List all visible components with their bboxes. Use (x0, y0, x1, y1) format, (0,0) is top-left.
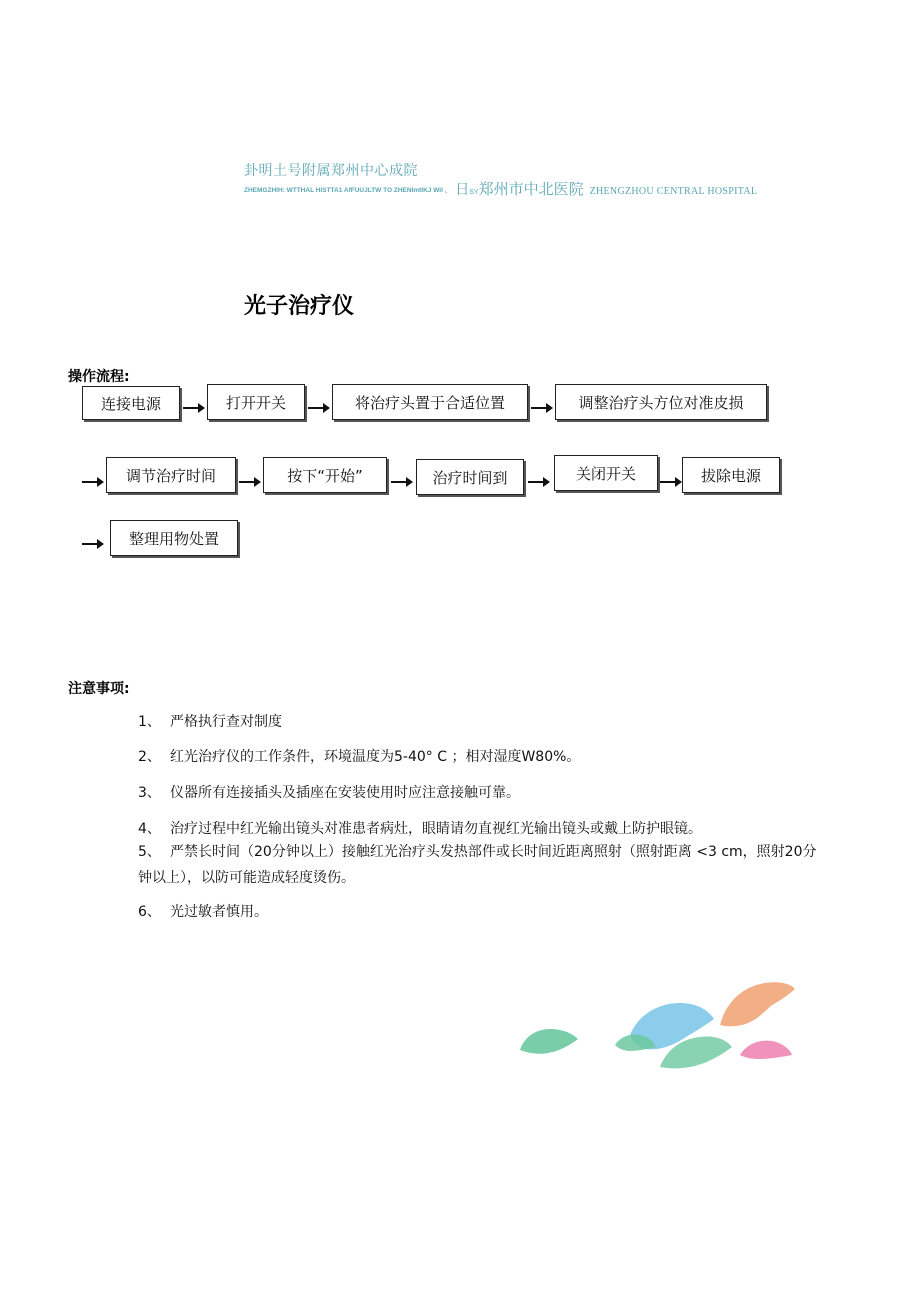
note-item (138, 899, 818, 925)
flow-step-set-time: 调节治疗时间 (106, 457, 236, 493)
note-item (138, 744, 818, 770)
note-text: 仪器所有连接插头及插座在安装使用时应注意接触可靠。 (170, 785, 520, 801)
note-number: 1、 (138, 714, 161, 730)
note-text: 光过敏者慎用。 (170, 904, 268, 920)
flow-arrow (531, 407, 547, 409)
flow-step-press-start: 按下“开始” (263, 457, 387, 493)
flow-arrow (239, 481, 255, 483)
hospital-chinese-name: 郑州市中北医院 (478, 180, 584, 198)
flow-step-unplug: 拔除电源 (682, 457, 780, 493)
hospital-header-line2 (244, 178, 757, 199)
header-english-affiliation: ZHEMGZHIH: WTTHAL HISTTA1 AfFUUJLTW TO ZHENImtIKJ Wil 、 (244, 187, 452, 194)
flow-step-connect-power: 连接电源 (82, 386, 180, 420)
note-text: 严格执行查对制度 (170, 714, 282, 730)
flow-arrow (660, 481, 676, 483)
flow-arrow (391, 481, 407, 483)
flow-arrow (82, 543, 98, 545)
flow-arrow (82, 481, 98, 483)
note-item (138, 780, 818, 806)
hospital-english-name: ZHENGZHOU CENTRAL HOSPITAL (589, 186, 758, 197)
flow-step-turn-off: 关闭开关 (554, 455, 658, 491)
flow-step-tidy-up: 整理用物处置 (110, 520, 238, 556)
flow-arrow (308, 407, 324, 409)
header-sy: SY (469, 189, 479, 196)
header-ri-glyph: 日 (455, 182, 470, 198)
note-number: 4、 (138, 821, 161, 837)
flow-section-label: 操作流程: (68, 369, 130, 385)
notes-section-label: 注意事项: (68, 681, 130, 697)
leaf-pink-icon (740, 1041, 792, 1059)
note-number: 2、 (138, 749, 161, 765)
flow-arrow (528, 481, 544, 483)
flow-step-place-head: 将治疗头置于合适位置 (332, 384, 528, 420)
flow-step-time-up: 治疗时间到 (416, 459, 524, 495)
note-item (138, 839, 818, 891)
note-text: 红光治疗仪的工作条件，环境温度为5-40° C ；相对湿度W80%。 (170, 749, 581, 765)
ginkgo-leaf-logo-icon (510, 975, 810, 1075)
leaf-green-small-icon (520, 1029, 578, 1054)
note-number: 3、 (138, 785, 161, 801)
note-item (138, 709, 818, 735)
flow-step-turn-on: 打开开关 (207, 384, 305, 420)
hospital-header-line1: 卦明土号附属郑州中心成院 (244, 163, 418, 179)
flow-step-adjust-head: 调整治疗头方位对准皮损 (555, 384, 767, 420)
note-number: 5、 (138, 844, 161, 860)
leaf-orange-icon (720, 982, 795, 1026)
note-number: 6、 (138, 904, 161, 920)
note-text: 严禁长时间（20分钟以上）接触红光治疗头发热部件或长时间近距离照射（照射距离 <3 cm，照射20分钟以上），以防可能造成轻度烫伤。 (138, 844, 817, 886)
note-text: 治疗过程中红光输出镜头对准患者病灶，眼睛请勿直视红光输出镜头或戴上防护眼镜。 (170, 821, 702, 837)
document-title: 光子治疗仪 (244, 294, 355, 319)
flow-arrow (183, 407, 199, 409)
